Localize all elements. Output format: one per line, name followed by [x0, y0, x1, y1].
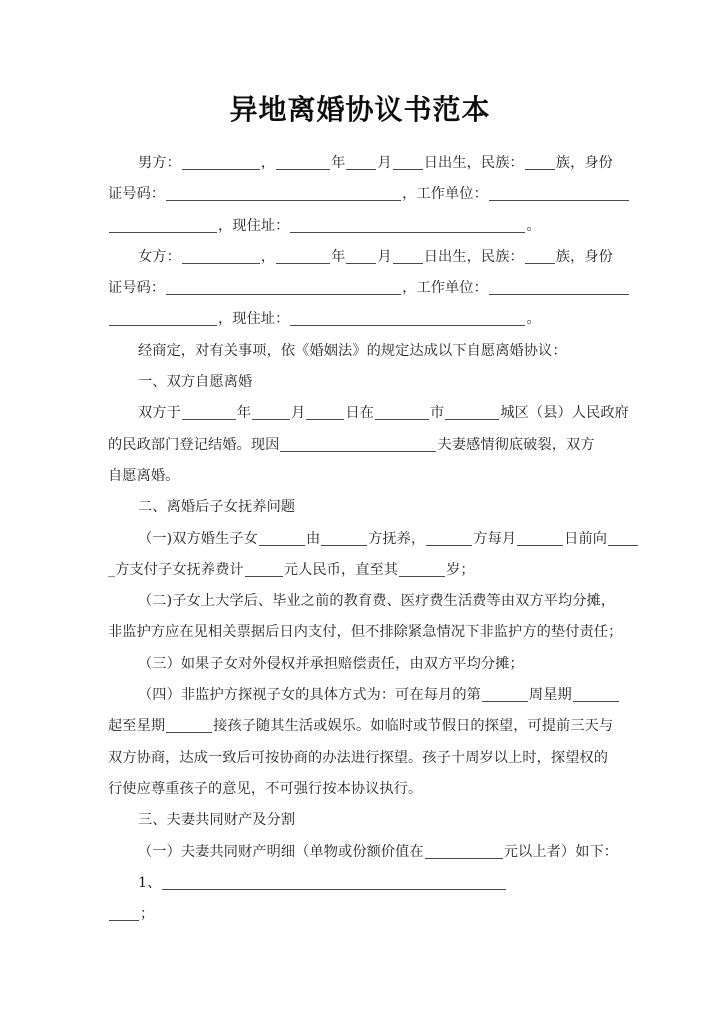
payment-day-blank[interactable]	[517, 532, 563, 546]
male-work-label: ，工作单位：	[402, 186, 488, 203]
female-id-blank[interactable]	[166, 281, 401, 295]
payer-party-blank[interactable]	[426, 532, 472, 546]
payee-party-blank[interactable]	[608, 532, 638, 546]
marriage-city-blank[interactable]	[375, 406, 429, 420]
female-name-blank[interactable]	[182, 250, 260, 264]
female-work-blank[interactable]	[489, 281, 629, 295]
male-birth-day-blank[interactable]	[393, 156, 423, 170]
visitation-week-blank[interactable]	[482, 688, 528, 702]
visitation-weekday-start-blank[interactable]	[573, 688, 619, 702]
property-detail-prefix: （一）夫妻共同财产明细（单物或份额价值在	[138, 843, 424, 860]
marriage-day-blank[interactable]	[306, 406, 344, 420]
female-party-line-2	[108, 273, 613, 304]
male-party-label: 男方：	[138, 155, 181, 171]
female-born-label: 日出生，民族：	[423, 248, 524, 265]
marriage-district-blank[interactable]	[445, 406, 499, 420]
property-threshold-blank[interactable]	[425, 845, 503, 859]
male-id-label: 证号码：	[108, 186, 166, 203]
section-one-line-2	[108, 430, 613, 461]
children-count-blank[interactable]	[259, 532, 305, 546]
property-entry-1	[108, 868, 613, 899]
male-name-blank[interactable]	[182, 156, 260, 170]
property-entry-1-label: 1、	[138, 874, 162, 891]
marriage-city-label: 市	[430, 405, 445, 422]
female-ethnic-blank[interactable]	[525, 250, 555, 264]
section-two-item1-line1	[108, 524, 613, 555]
female-address-blank[interactable]	[290, 312, 525, 326]
male-party-line-3	[108, 211, 613, 242]
female-ethnic-label: 族，身份	[555, 248, 613, 265]
property-entry-1-blank-cont[interactable]	[109, 907, 139, 921]
marriage-district-label: 城区（县）人民政府	[500, 405, 629, 422]
marriage-month-label: 月	[291, 405, 306, 422]
male-id-blank[interactable]	[166, 187, 401, 201]
property-entry-1-blank[interactable]	[162, 876, 506, 890]
section-one-line-3: 自愿离婚。	[108, 467, 180, 484]
property-entry-1-cont	[108, 899, 613, 930]
section-two-item4-line1	[108, 680, 613, 711]
page-title: 异地离婚协议书范本	[229, 93, 491, 126]
children-prefix: （一)双方婚生子女	[138, 530, 258, 547]
before-day-label: 日前向	[564, 530, 608, 547]
marriage-year-label: 年	[236, 405, 252, 422]
visitation-detail-text: 接孩子随其生活或娱乐。如临时或节假日的探望，可提前三天与	[213, 718, 614, 735]
visitation-until-label: 起至星期	[108, 718, 166, 735]
monthly-label: 方每月	[473, 530, 517, 547]
female-month-label: 月	[377, 248, 392, 265]
support-fee-label: _方支付子女抚养费计	[108, 561, 244, 578]
section-two-item2-line2: 非监护方应在见相关票据后日内支付，但不排除紧急情况下非监护方的垫付责任；	[108, 624, 623, 641]
section-two-item4-line2	[108, 711, 613, 742]
section-two-item2-line1: （二)子女上大学后、毕业之前的教育费、医疗费生活费等由双方平均分摊，	[138, 593, 616, 610]
section-one-line-1	[108, 398, 629, 429]
male-ethnic-blank[interactable]	[525, 156, 555, 170]
section-two-item4-line4: 行使应尊重孩子的意见，不可强行按本协议执行。	[108, 780, 423, 797]
custody-raise-label: 方抚养，	[368, 530, 426, 547]
section-two-item4-line3: 双方协商，达成一致后可按协商的办法进行探望。孩子十周岁以上时，探望权的	[108, 749, 609, 766]
female-comma-1: ，	[260, 248, 276, 265]
divorce-reason-blank[interactable]	[280, 438, 436, 452]
property-entry-1-tail: ；	[140, 906, 155, 923]
section-two-item1-line2	[108, 555, 613, 586]
male-party-line-2	[108, 179, 613, 210]
marriage-day-label: 日在	[345, 405, 375, 422]
female-birth-month-blank[interactable]	[346, 250, 376, 264]
female-year-label: 年	[331, 248, 346, 265]
female-work-blank-cont[interactable]	[109, 312, 217, 326]
male-birth-month-blank[interactable]	[346, 156, 376, 170]
male-month-label: 月	[377, 155, 392, 171]
female-birth-year-blank[interactable]	[276, 250, 330, 264]
section-two-heading: 二、离婚后子女抚养问题	[138, 499, 296, 516]
male-work-blank-cont[interactable]	[109, 219, 217, 233]
civil-affairs-text: 的民政部门登记结婚。现因	[108, 436, 280, 453]
marriage-year-blank[interactable]	[182, 406, 236, 420]
male-work-blank[interactable]	[489, 187, 629, 201]
female-birth-day-blank[interactable]	[393, 250, 423, 264]
rmb-until-label: 元人民币，直至其	[283, 561, 399, 578]
visitation-prefix: （四）非监护方探视子女的具体方式为：可在每月的第	[138, 687, 481, 704]
marriage-month-blank[interactable]	[252, 406, 290, 420]
section-three-heading: 三、夫妻共同财产及分割	[138, 812, 296, 829]
male-comma-1: ，	[260, 155, 276, 171]
property-detail-suffix: 元以上者）如下：	[503, 843, 619, 860]
female-party-line-1	[108, 242, 613, 273]
female-party-line-3	[108, 304, 613, 335]
male-party-line-1	[108, 148, 613, 179]
breakdown-text: 夫妻感情彻底破裂，双方	[437, 436, 595, 453]
visitation-week-label: 周星期	[528, 687, 572, 704]
section-three-item1	[108, 837, 619, 868]
female-work-label: ，工作单位：	[402, 280, 488, 297]
male-period: 。	[526, 217, 541, 234]
female-party-label: 女方：	[138, 248, 181, 265]
custody-party-blank[interactable]	[321, 532, 367, 546]
support-amount-blank[interactable]	[245, 563, 283, 577]
male-ethnic-label: 族，身份	[555, 155, 613, 171]
male-year-label: 年	[331, 155, 346, 171]
female-period: 。	[526, 311, 541, 328]
male-born-label: 日出生，民族：	[423, 155, 524, 171]
age-suffix-label: 岁；	[446, 561, 475, 578]
custody-by-label: 由	[305, 530, 321, 547]
agreement-intro: 经商定，对有关事项，依《婚姻法》的规定达成以下自愿离婚协议：	[138, 342, 567, 359]
document-body	[108, 148, 629, 930]
male-address-blank[interactable]	[290, 219, 525, 233]
marriage-reg-prefix: 双方于	[138, 405, 181, 422]
male-address-label: ，现住址：	[218, 217, 290, 234]
section-one-heading: 一、双方自愿离婚	[138, 374, 253, 391]
female-id-label: 证号码：	[108, 280, 166, 297]
support-age-blank[interactable]	[399, 563, 445, 577]
female-address-label: ，现住址：	[218, 311, 290, 328]
section-two-item3: （三）如果子女对外侵权并承担赔偿责任，由双方平均分摊；	[138, 655, 524, 672]
visitation-weekday-end-blank[interactable]	[166, 719, 212, 733]
male-birth-year-blank[interactable]	[276, 156, 330, 170]
